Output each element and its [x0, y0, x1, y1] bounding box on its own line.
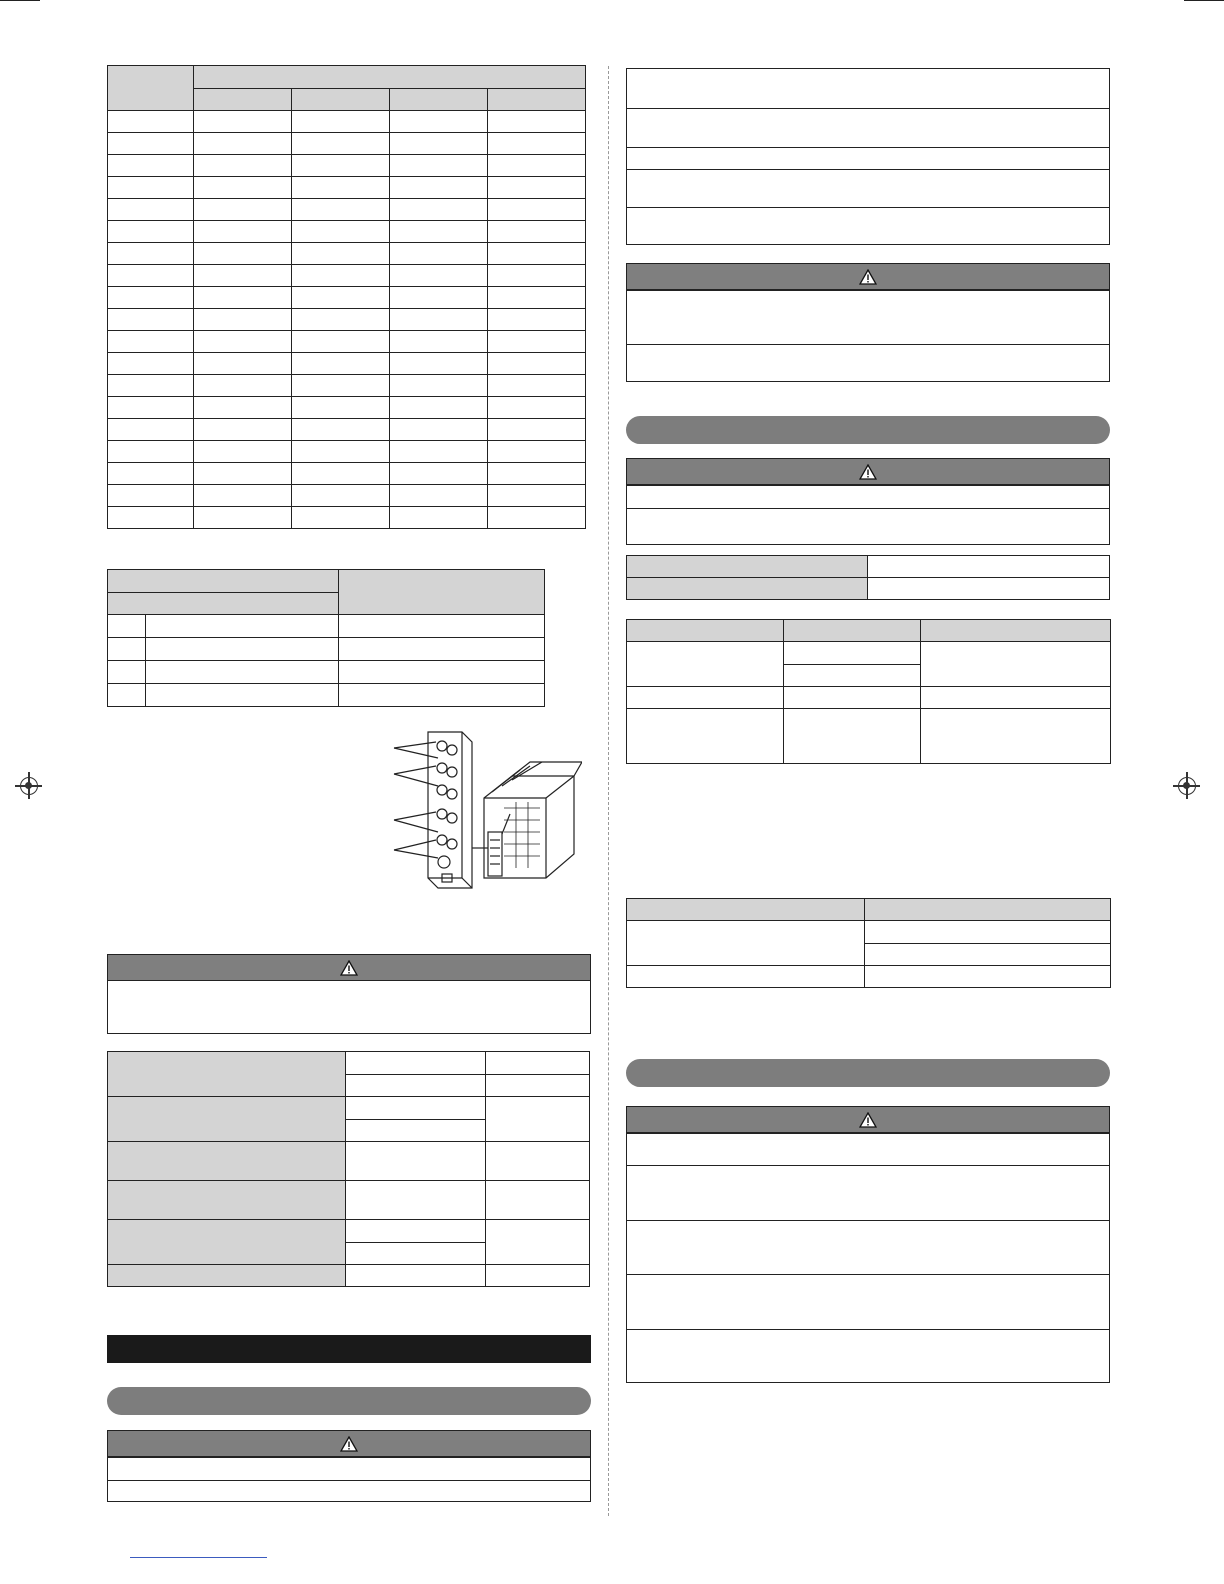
table-row [108, 1052, 590, 1075]
table-row [108, 684, 545, 707]
table-header-row [627, 620, 1111, 642]
table-row [108, 287, 586, 309]
table-row [108, 463, 586, 485]
spec-table-right-small [626, 555, 1110, 600]
spec-table-right-mid [626, 619, 1111, 764]
warning-row [627, 508, 1109, 544]
table-row [108, 177, 586, 199]
table-row [108, 353, 586, 375]
warning-box [107, 954, 591, 1034]
warning-row [627, 290, 1109, 344]
table-row [108, 485, 586, 507]
crop-mark-top-right [1184, 0, 1224, 1]
table-row [627, 921, 1111, 944]
notes-box [626, 68, 1110, 245]
table-header-row [108, 570, 545, 593]
registration-mark-icon [20, 777, 38, 795]
table-row [108, 1220, 590, 1243]
warning-box [626, 1106, 1110, 1383]
warning-header [108, 1431, 590, 1457]
spec-table-numbered [107, 569, 545, 707]
warning-row [627, 1133, 1109, 1165]
table-row [108, 155, 586, 177]
crop-mark-top-left [0, 0, 40, 1]
warning-row [108, 1480, 590, 1502]
column-divider [608, 66, 609, 1516]
spec-table-left [107, 1051, 590, 1287]
warning-header [108, 955, 590, 981]
section-subheader-pill [626, 416, 1110, 444]
notes-row [627, 108, 1109, 147]
registration-mark-icon [1178, 777, 1196, 795]
warning-header [627, 1107, 1109, 1133]
table-row [108, 507, 586, 529]
table-row [108, 199, 586, 221]
notes-row [627, 69, 1109, 108]
section-subheader-pill [107, 1387, 591, 1415]
table-row [627, 709, 1111, 764]
table-row [627, 687, 1111, 709]
pipe-port-icon [437, 741, 457, 868]
warning-row [627, 485, 1109, 508]
outdoor-unit-illustration [392, 728, 582, 890]
table-row [627, 556, 1110, 578]
warning-row [627, 344, 1109, 381]
table-row [627, 966, 1111, 988]
warning-box [626, 263, 1110, 382]
warning-header [627, 264, 1109, 290]
table-row [108, 309, 586, 331]
notes-row [627, 169, 1109, 207]
table-row [108, 331, 586, 353]
table-row [108, 243, 586, 265]
warning-row [627, 1165, 1109, 1220]
spec-table-right-lower [626, 898, 1111, 988]
warning-triangle-icon [340, 1436, 358, 1452]
table-row [108, 615, 545, 638]
table-row [108, 441, 586, 463]
table-row [108, 661, 545, 684]
table-row [108, 397, 586, 419]
table-row [108, 1181, 590, 1220]
warning-row [627, 1274, 1109, 1329]
table-row [108, 265, 586, 287]
warning-row [627, 1329, 1109, 1382]
section-header-bar [107, 1335, 591, 1363]
warning-box [626, 458, 1110, 545]
table-row [108, 419, 586, 441]
table-row [108, 111, 586, 133]
table-row [108, 221, 586, 243]
table-header-row [627, 899, 1111, 921]
table-row [627, 578, 1110, 600]
notes-row [627, 207, 1109, 244]
section-subheader-pill [626, 1059, 1110, 1087]
warning-triangle-icon [340, 960, 358, 976]
warning-row [627, 1220, 1109, 1274]
table-row [627, 642, 1111, 665]
table-row [108, 1097, 590, 1120]
notes-row [627, 147, 1109, 169]
table-row [108, 1265, 590, 1287]
spec-table-main [107, 65, 586, 529]
warning-box [107, 1430, 591, 1502]
warning-triangle-icon [859, 1112, 877, 1128]
warning-triangle-icon [859, 269, 877, 285]
warning-triangle-icon [859, 464, 877, 480]
warning-row [108, 1457, 590, 1480]
table-row [108, 638, 545, 661]
table-row [108, 1142, 590, 1181]
table-row [108, 133, 586, 155]
table-header-row [108, 66, 586, 89]
footer-link[interactable] [130, 1557, 267, 1558]
warning-header [627, 459, 1109, 485]
table-row [108, 375, 586, 397]
